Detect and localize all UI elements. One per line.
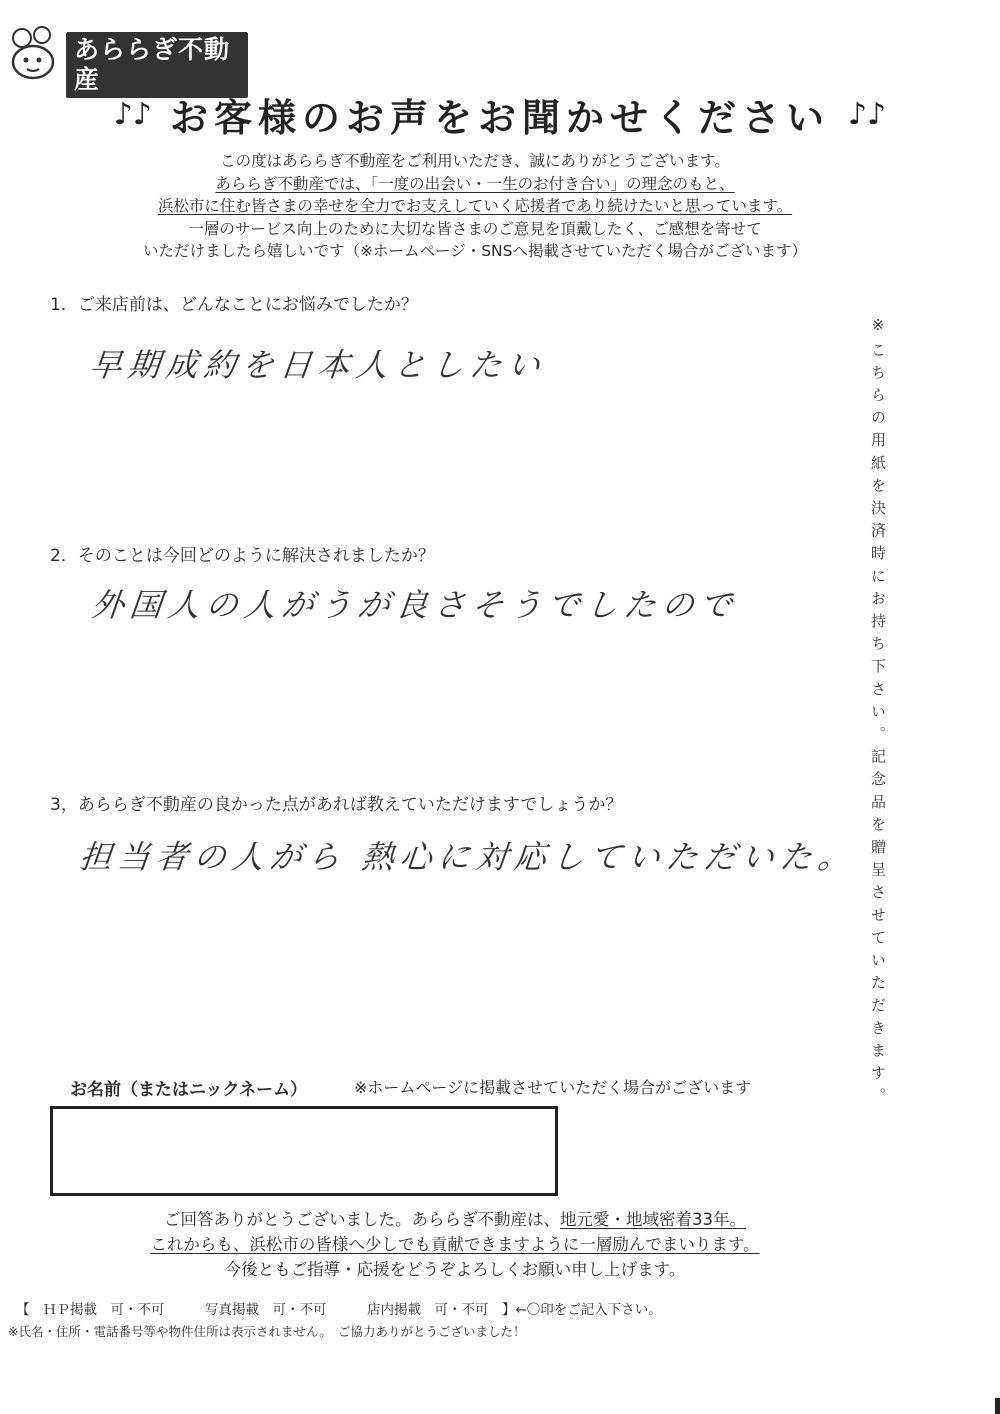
question-3-answer[interactable]: 担当者の人がら 熱心に対応していただいた。 [77,838,858,876]
question-2-answer[interactable]: 外国人の人がうが良さそうでしたので [89,586,740,624]
closing-line-3: 今後ともご指導・応援をどうぞよろしくお願い申し上げます。 [224,1260,686,1279]
side-note: ※こちらの用紙を決済時にお持ち下さい。記念品を贈呈させていただきます。 [869,316,887,1110]
music-notes-icon: ♪♪ [848,96,887,132]
consent-options[interactable]: 【 ＨＰ掲載 可・不可 写真掲載 可・不可 店内掲載 可・不可 】←〇印をご記入下さい。 [16,1302,662,1318]
question-1-answer[interactable]: 早期成約を日本人としたい [87,346,548,384]
closing-text [60,1207,850,1282]
closing-line-2: これからも、浜松市の皆様へ少しでも貢献できますように一層励んでまいります。 [150,1235,760,1254]
question-2-label: 2．そのことは今回どのように解決されましたか？ [50,546,435,566]
intro-line: いただけましたら嬉しいです（※ホームページ・SNSへ掲載させていただく場合がございます） [143,242,807,261]
mascot-icon [8,26,60,82]
name-label: お名前（またはニックネーム） [70,1080,308,1100]
question-1-label: 1．ご来店前は、どんなことにお悩みでしたか？ [50,295,418,315]
name-field[interactable] [50,1106,558,1196]
intro-line: 浜松市に住む皆さまの幸せを全力でお支えしていく応援者であり続けたいと思っています。 [157,197,793,216]
intro-text [60,150,890,263]
logo-text: あららぎ不動産 [66,32,248,98]
intro-line: この度はあららぎ不動産をご利用いただき、誠にありがとうございます。 [220,152,730,170]
name-note: ※ホームページに掲載させていただく場合がございます [354,1078,752,1097]
closing-line-1-text: ご回答ありがとうございました。あららぎ不動産は、 [164,1210,560,1229]
music-notes-icon: ♪♪ [113,96,152,132]
closing-line-1 [60,1207,850,1232]
intro-line: あららぎ不動産では、「一度の出会い・一生のお付き合い」の理念のもと、 [215,174,735,193]
title-row [20,84,980,144]
question-3-label: 3，あららぎ不動産の良かった点があれば教えていただけますでしょうか？ [50,795,623,815]
company-logo [8,24,248,94]
privacy-note: ※氏名・住所・電話番号等や物件住所は表示されません。 ご協力ありがとうございました！ [8,1324,526,1339]
intro-line: 一層のサービス向上のために大切な皆さまのご意見を頂戴したく、ご感想を寄せて [188,219,762,238]
scan-edge-mark [995,1398,1000,1414]
page-title: お客様のお声をお聞かせください [169,95,830,140]
closing-emphasis: 地元愛・地域密着33年。 [560,1210,746,1229]
